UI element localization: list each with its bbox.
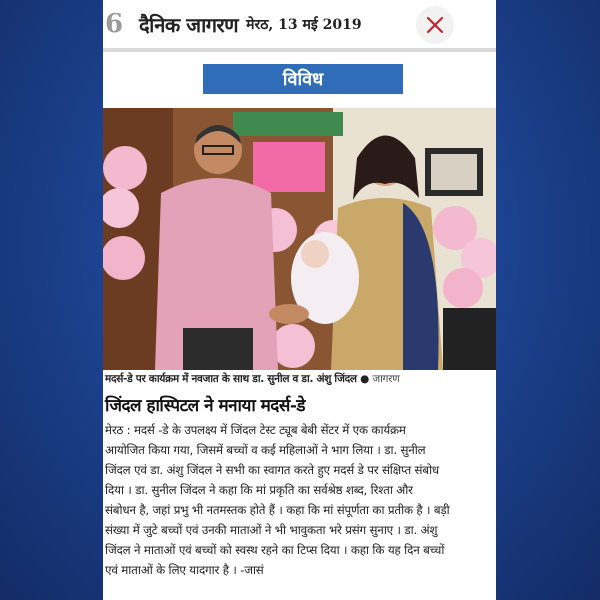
article-line: संख्या में जुटे बच्चों एवं उनकी माताओं ने भी भावुकता भरे प्रसंग सुनाए । डा. अंशु (105, 523, 438, 537)
page-number: 6 (104, 9, 124, 39)
newspaper-clipping (103, 0, 496, 600)
newspaper-brand: दैनिक जागरण (139, 12, 239, 37)
photo-illustration (103, 108, 496, 370)
article-line: जिंदल एवं डा. अंशु जिंदल ने सभी का स्वागत करते हुए मदर्स डे पर संक्षिप्त संबोध (105, 463, 439, 477)
article-headline: जिंदल हास्पिटल ने मनाया मदर्स-डे (105, 396, 305, 416)
close-icon (426, 16, 444, 34)
photo-credit: जागरण (372, 373, 400, 385)
article-line: दिया । डा. सुनील जिंदल ने कहा कि मां प्रकृति का सर्वश्रेष्ठ शब्द, रिश्ता और (105, 483, 413, 497)
article-line: जिंदल ने माताओं एवं बच्चों को स्वस्थ रहने का टिप्स दिया । कहा कि यह दिन बच्चों (105, 543, 445, 557)
dateline: मेरठ, 13 मई 2019 (246, 16, 362, 33)
masthead-divider (103, 48, 496, 52)
article-line: मेरठ : मदर्स -डे के उपलक्ष्य में जिंदल टेस्ट ट्यूब बेबी सेंटर में एक कार्यक्रम (105, 423, 406, 437)
news-photo (103, 108, 496, 370)
article-body (105, 420, 495, 580)
caption-text: मदर्स-डे पर कार्यक्रम में नवजात के साथ डा. सुनील व डा. अंशु जिंदल ● (105, 373, 369, 385)
article-line: आयोजित किया गया, जिसमें बच्चों व कई महिलाओं ने भाग लिया । डा. सुनील (105, 443, 426, 457)
article-line: संबोधन है, जहां प्रभु भी नतमस्तक होते हैं । कहा कि मां संपूर्णता का प्रतीक है । बड़ी (105, 503, 450, 517)
photo-caption (103, 372, 496, 390)
section-banner: विविध (203, 64, 403, 94)
article-line: एवं माताओं के लिए यादगार है । -जासं (105, 563, 264, 577)
close-button[interactable] (416, 6, 454, 44)
